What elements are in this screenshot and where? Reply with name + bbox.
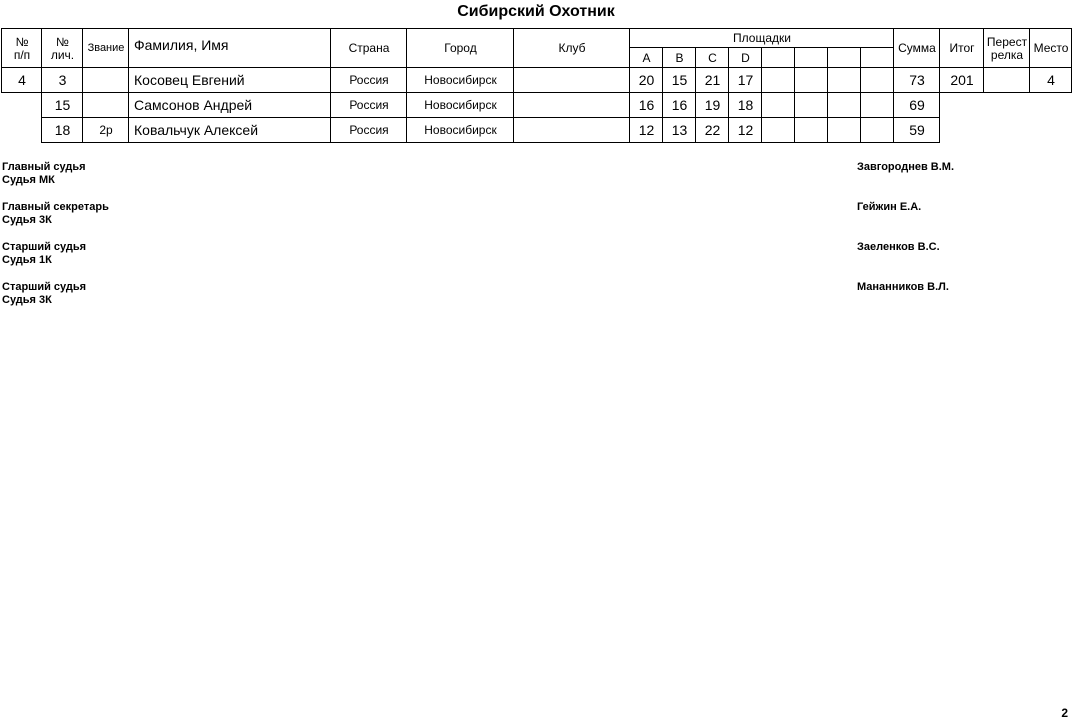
header-platform-col — [761, 47, 795, 68]
page-number: 2 — [1061, 706, 1068, 720]
rank-cell: 2р — [82, 117, 129, 143]
platform-score-cell — [860, 117, 894, 143]
header-rank: Звание — [82, 28, 129, 68]
club-cell — [513, 67, 630, 93]
team-shootoff — [983, 67, 1030, 93]
team-number: 4 — [1, 67, 42, 93]
platform-score-cell: 22 — [695, 117, 729, 143]
platform-score-cell — [761, 117, 795, 143]
platform-score-cell — [794, 92, 828, 118]
official-role: Главный судья — [2, 161, 86, 173]
name-cell: Косовец Евгений — [128, 67, 331, 93]
header-platform-col — [794, 47, 828, 68]
country-cell: Россия — [330, 117, 407, 143]
platform-score-cell — [860, 92, 894, 118]
city-cell: Новосибирск — [406, 117, 514, 143]
header-name: Фамилия, Имя — [128, 28, 331, 68]
license-cell: 3 — [41, 67, 83, 93]
header-club: Клуб — [513, 28, 630, 68]
team-total: 201 — [939, 67, 984, 93]
official-category: Судья 1К — [2, 254, 52, 266]
country-cell: Россия — [330, 67, 407, 93]
official-category: Судья 3К — [2, 294, 52, 306]
platform-score-cell: 19 — [695, 92, 729, 118]
rank-cell — [82, 67, 129, 93]
name-cell: Ковальчук Алексей — [128, 117, 331, 143]
city-cell: Новосибирск — [406, 67, 514, 93]
platform-score-cell — [827, 117, 861, 143]
platform-score-cell — [860, 67, 894, 93]
platform-score-cell: 12 — [728, 117, 762, 143]
official-name: Заеленков В.С. — [857, 241, 940, 253]
platform-score-cell — [827, 67, 861, 93]
header-license: № лич. — [41, 28, 83, 68]
page-title: Сибирский Охотник — [457, 3, 615, 20]
platform-score-cell: 18 — [728, 92, 762, 118]
official-role: Главный секретарь — [2, 201, 109, 213]
platform-score-cell: 13 — [662, 117, 696, 143]
header-platform-col: A — [629, 47, 663, 68]
header-platform-col: D — [728, 47, 762, 68]
platform-score-cell — [794, 67, 828, 93]
sum-cell: 59 — [893, 117, 940, 143]
header-platform-col: B — [662, 47, 696, 68]
header-place: Место — [1029, 28, 1072, 68]
platform-score-cell — [761, 92, 795, 118]
platform-score-cell: 17 — [728, 67, 762, 93]
header-country: Страна — [330, 28, 407, 68]
city-cell: Новосибирск — [406, 92, 514, 118]
platform-score-cell: 12 — [629, 117, 663, 143]
platform-score-cell: 15 — [662, 67, 696, 93]
club-cell — [513, 117, 630, 143]
official-role: Старший судья — [2, 281, 87, 293]
team-place: 4 — [1029, 67, 1072, 93]
official-category: Судья 3К — [2, 214, 52, 226]
header-shootoff: Перест релка — [983, 28, 1030, 68]
official-name: Гейжин Е.А. — [857, 201, 922, 213]
sum-cell: 69 — [893, 92, 940, 118]
name-cell: Самсонов Андрей — [128, 92, 331, 118]
header-platform-col — [827, 47, 861, 68]
official-category: Судья МК — [2, 174, 55, 186]
platform-score-cell — [794, 117, 828, 143]
platform-score-cell: 21 — [695, 67, 729, 93]
official-name: Завгороднев В.М. — [857, 161, 955, 173]
rank-cell — [82, 92, 129, 118]
header-num: № п/п — [1, 28, 42, 68]
header-platforms: Площадки — [629, 28, 894, 48]
platform-score-cell: 16 — [629, 92, 663, 118]
license-cell: 15 — [41, 92, 83, 118]
platform-score-cell — [827, 92, 861, 118]
sum-cell: 73 — [893, 67, 940, 93]
club-cell — [513, 92, 630, 118]
platform-score-cell — [761, 67, 795, 93]
header-sum: Сумма — [893, 28, 940, 68]
header-platform-col: C — [695, 47, 729, 68]
header-total: Итог — [939, 28, 984, 68]
header-city: Город — [406, 28, 514, 68]
platform-score-cell: 20 — [629, 67, 663, 93]
official-name: Мананников В.Л. — [857, 281, 949, 293]
license-cell: 18 — [41, 117, 83, 143]
platform-score-cell: 16 — [662, 92, 696, 118]
official-role: Старший судья — [2, 241, 87, 253]
header-platform-col — [860, 47, 894, 68]
country-cell: Россия — [330, 92, 407, 118]
